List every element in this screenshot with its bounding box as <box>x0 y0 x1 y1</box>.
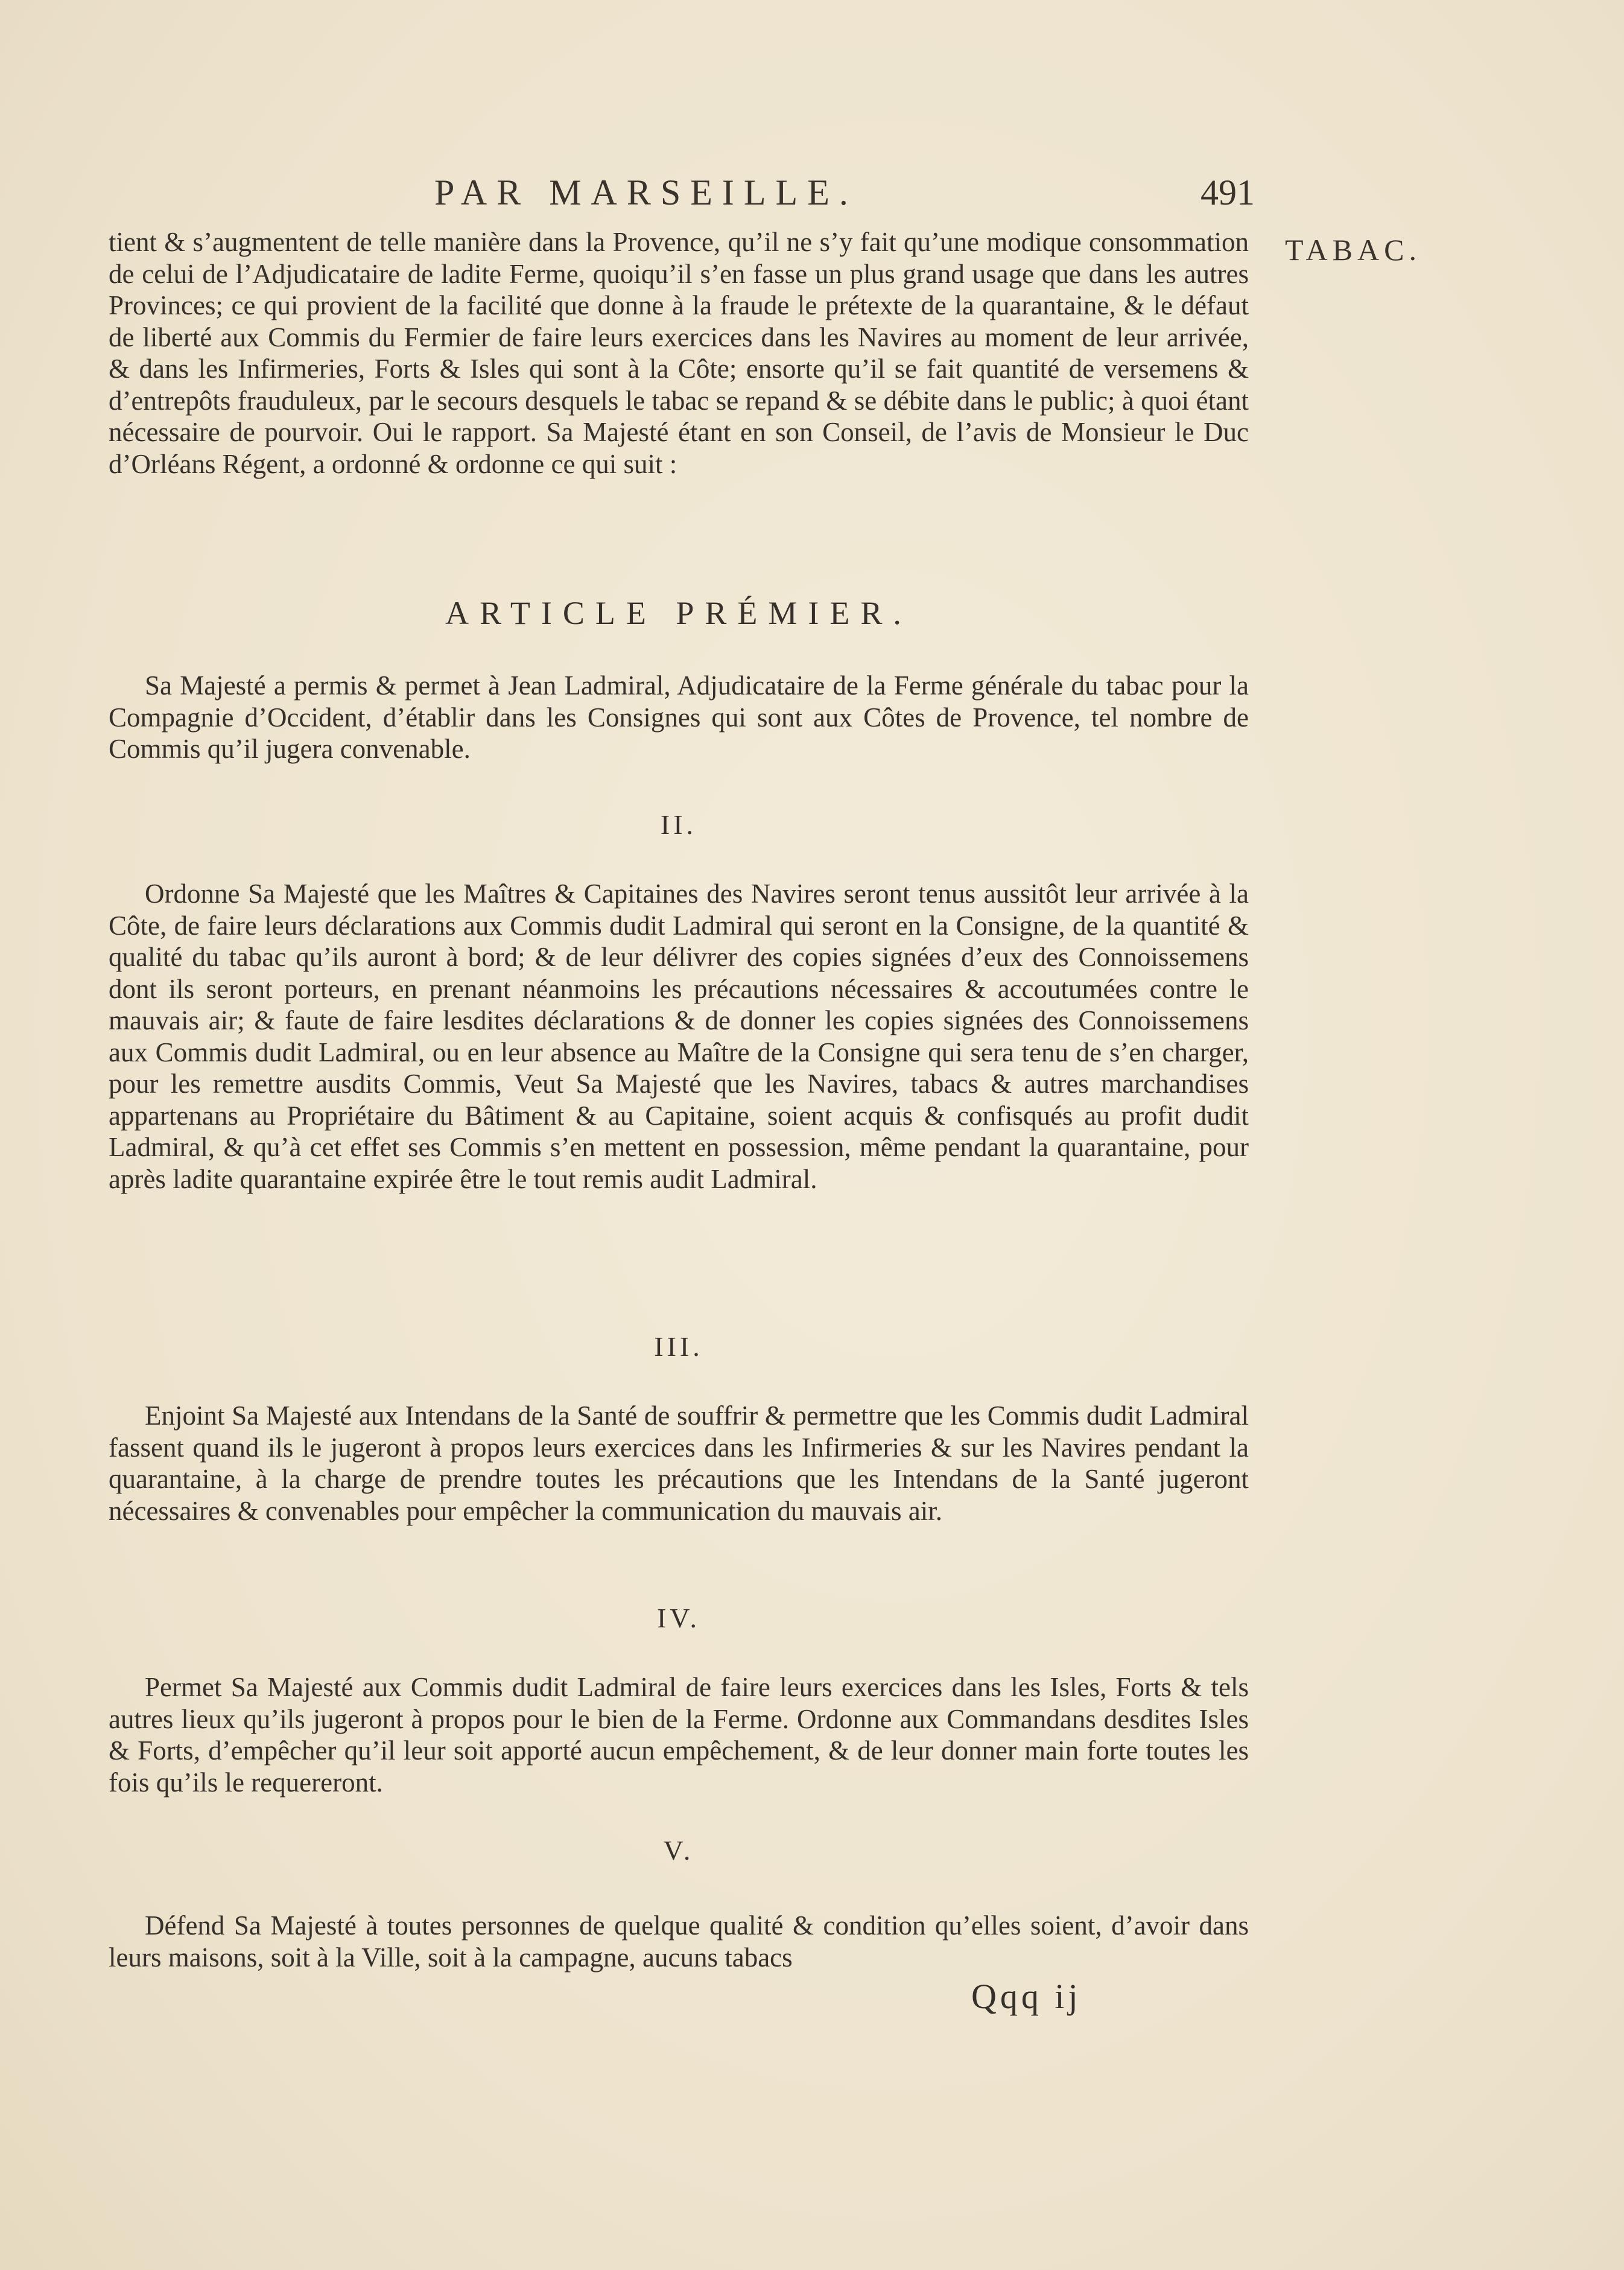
article-2 <box>109 878 1249 1195</box>
margin-note: TABAC. <box>1285 233 1421 267</box>
article-4-text: Permet Sa Majesté aux Commis dudit Ladmiral de faire leurs exercices dans les Isles, Forts & tels autres lieux qu’ils jugeront à propos pour le bien de la Ferme. Ordonne aux Commandans desdites Isles & Forts, d’empêcher qu’il leur soit apporté aucun empêchement, & de leur donner main forte toutes les fois qu’ils le requereront. <box>109 1672 1249 1798</box>
article-5-text: Défend Sa Majesté à toutes personnes de quelque qualité & condition qu’elles soient, d’avoir dans leurs maisons, soit à la Ville, soit à la campagne, aucuns tabacs <box>109 1910 1249 1973</box>
article-3 <box>109 1400 1249 1527</box>
article-2-text: Ordonne Sa Majesté que les Maîtres & Capitaines des Navires seront tenus aussitôt leur arrivée à la Côte, de faire leurs déclarations aux Commis dudit Ladmiral qui seront en la Consigne, de la quantité & qualité du tabac qu’ils auront à bord; & de leur délivrer des copies signées d’eux des Connoissemens dont ils seront porteurs, en prenant néanmoins les précautions nécessaires & accoutumées contre le mauvais air; & faute de faire lesdites déclarations & de donner les copies signées des Connoissemens aux Commis dudit Ladmiral, ou en leur absence au Maître de la Consigne qui sera tenu de s’en charger, pour les remettre ausdits Commis, Veut Sa Majesté que les Navires, tabacs & autres marchandises appartenans au Propriétaire du Bâtiment & au Capitaine, soient acquis & confisqués au profit dudit Ladmiral, & qu’à cet effet ses Commis s’en mettent en possession, même pendant la quarantaine, pour après ladite quarantaine expirée être le tout remis audit Ladmiral. <box>109 879 1249 1194</box>
article-2-numeral: II. <box>660 809 697 840</box>
intro-paragraph <box>109 226 1249 480</box>
page-header <box>434 172 1255 214</box>
article-3-text: Enjoint Sa Majesté aux Intendans de la Santé de souffrir & permettre que les Commis dudit Ladmiral fassent quand ils le jugeront à propos leurs exercices dans les Infirmeries & sur les Navires pendant la quarantaine, à la charge de prendre toutes les précautions que les Intendans de la Santé jugeront nécessaires & convenables pour empêcher la communication du mauvais air. <box>109 1400 1249 1526</box>
article-3-numeral: III. <box>654 1331 703 1362</box>
page-number: 491 <box>1201 173 1255 212</box>
article-5 <box>109 1910 1249 1973</box>
article-heading: ARTICLE PRÉMIER. <box>445 595 912 631</box>
running-title: PAR MARSEILLE. <box>434 173 858 212</box>
article-1 <box>109 670 1249 765</box>
article-4-numeral: IV. <box>656 1603 701 1633</box>
article-4 <box>109 1671 1249 1798</box>
intro-text: tient & s’augmentent de telle manière dans la Provence, qu’il ne s’y fait qu’une modique consommation de celui de l’Adjudicataire de ladite Ferme, quoiqu’il s’en fasse un plus grand usage que dans les autres Provinces; ce qui provient de la facilité que donne à la fraude le prétexte de la quarantaine, & le défaut de liberté aux Commis du Fermier de faire leurs exercices dans les Navires au moment de leur arrivée, & dans les Infirmeries, Forts & Isles qui sont à la Côte; ensorte qu’il se fait quantité de versemens & d’entrepôts frauduleux, par le secours desquels le tabac se repand & se débite dans le public; à quoi étant nécessaire de pourvoir. Oui le rapport. Sa Majesté étant en son Conseil, de l’avis de Monsieur le Duc d’Orléans Régent, a ordonné & ordonne ce qui suit : <box>109 227 1249 479</box>
article-5-numeral: V. <box>663 1835 694 1866</box>
signature-mark: Qqq ij <box>971 1977 1082 2016</box>
article-1-text: Sa Majesté a permis & permet à Jean Ladmiral, Adjudicataire de la Ferme générale du tabac pour la Compagnie d’Occident, d’établir dans les Consignes qui sont aux Côtes de Provence, tel nombre de Commis qu’il jugera convenable. <box>109 670 1249 764</box>
